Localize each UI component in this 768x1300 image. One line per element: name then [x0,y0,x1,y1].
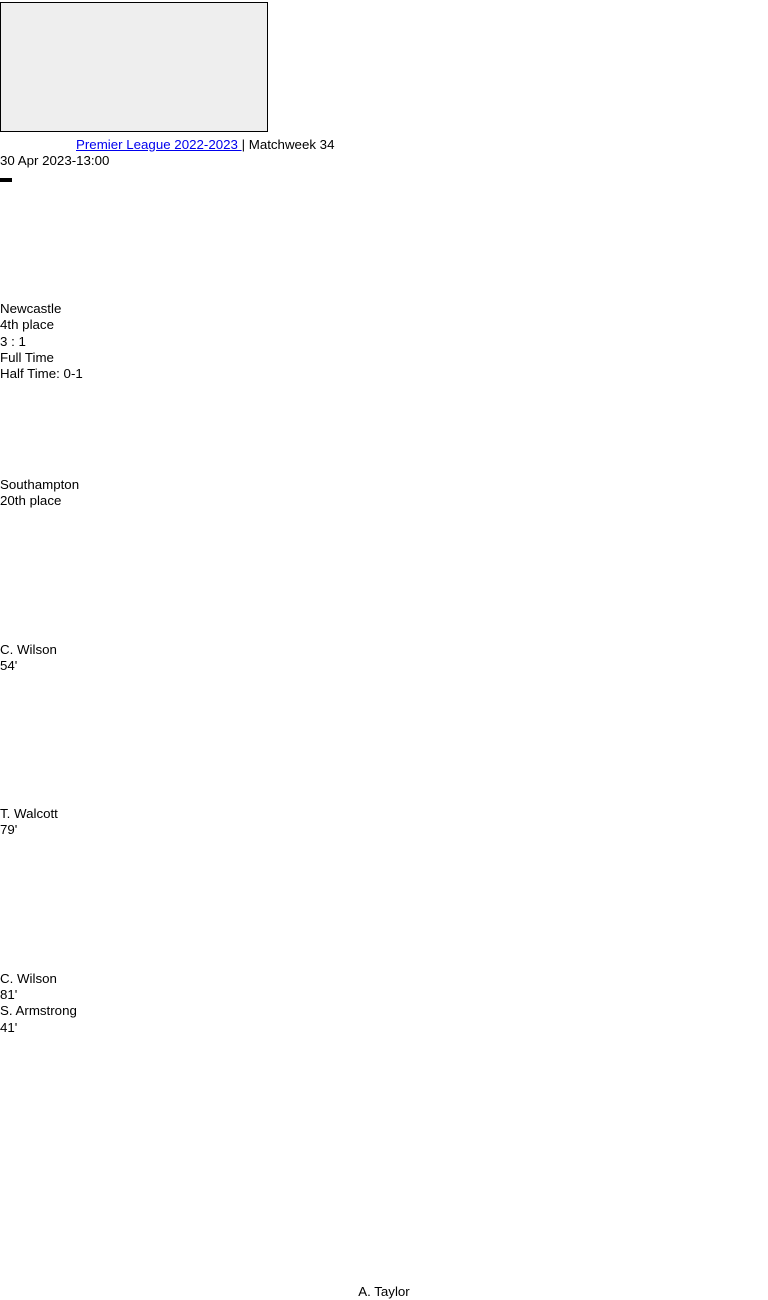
goal-minute: 54' [0,658,18,674]
matchweek-label: | Matchweek 34 [241,137,335,152]
goal-scorer: S. Armstrong [0,1003,77,1019]
goal-minute: 79' [0,822,18,838]
goal-scorer: C. Wilson [0,642,57,657]
kickoff-datetime: 30 Apr 2023-13:00 [0,153,110,168]
half-time-score: Half Time: 0-1 [0,366,83,382]
match-hero-image [0,2,268,132]
goal-event [0,971,768,1036]
goal-scorer: C. Wilson [0,971,57,986]
competition-header [0,137,768,154]
home-team-block [0,301,768,333]
away-team-standing: 20th place [0,493,62,509]
home-team-standing: 4th place [0,317,54,333]
score-block [0,334,768,383]
away-team-block [0,477,768,509]
league-link[interactable]: Premier League 2022-2023 [76,137,242,152]
final-score: 3 : 1 [0,334,26,349]
referee-block [0,1284,768,1300]
goal-scorer: T. Walcott [0,806,58,821]
divider-dash-icon [0,178,12,182]
referee-name: A. Taylor [358,1284,410,1299]
home-team-name: Newcastle [0,301,62,316]
goal-event [0,806,768,838]
match-status: Full Time [0,350,54,366]
goal-event [0,642,768,674]
goal-minute: 81' [0,987,18,1003]
away-team-name: Southampton [0,477,80,492]
goal-minute: 41' [0,1019,18,1035]
